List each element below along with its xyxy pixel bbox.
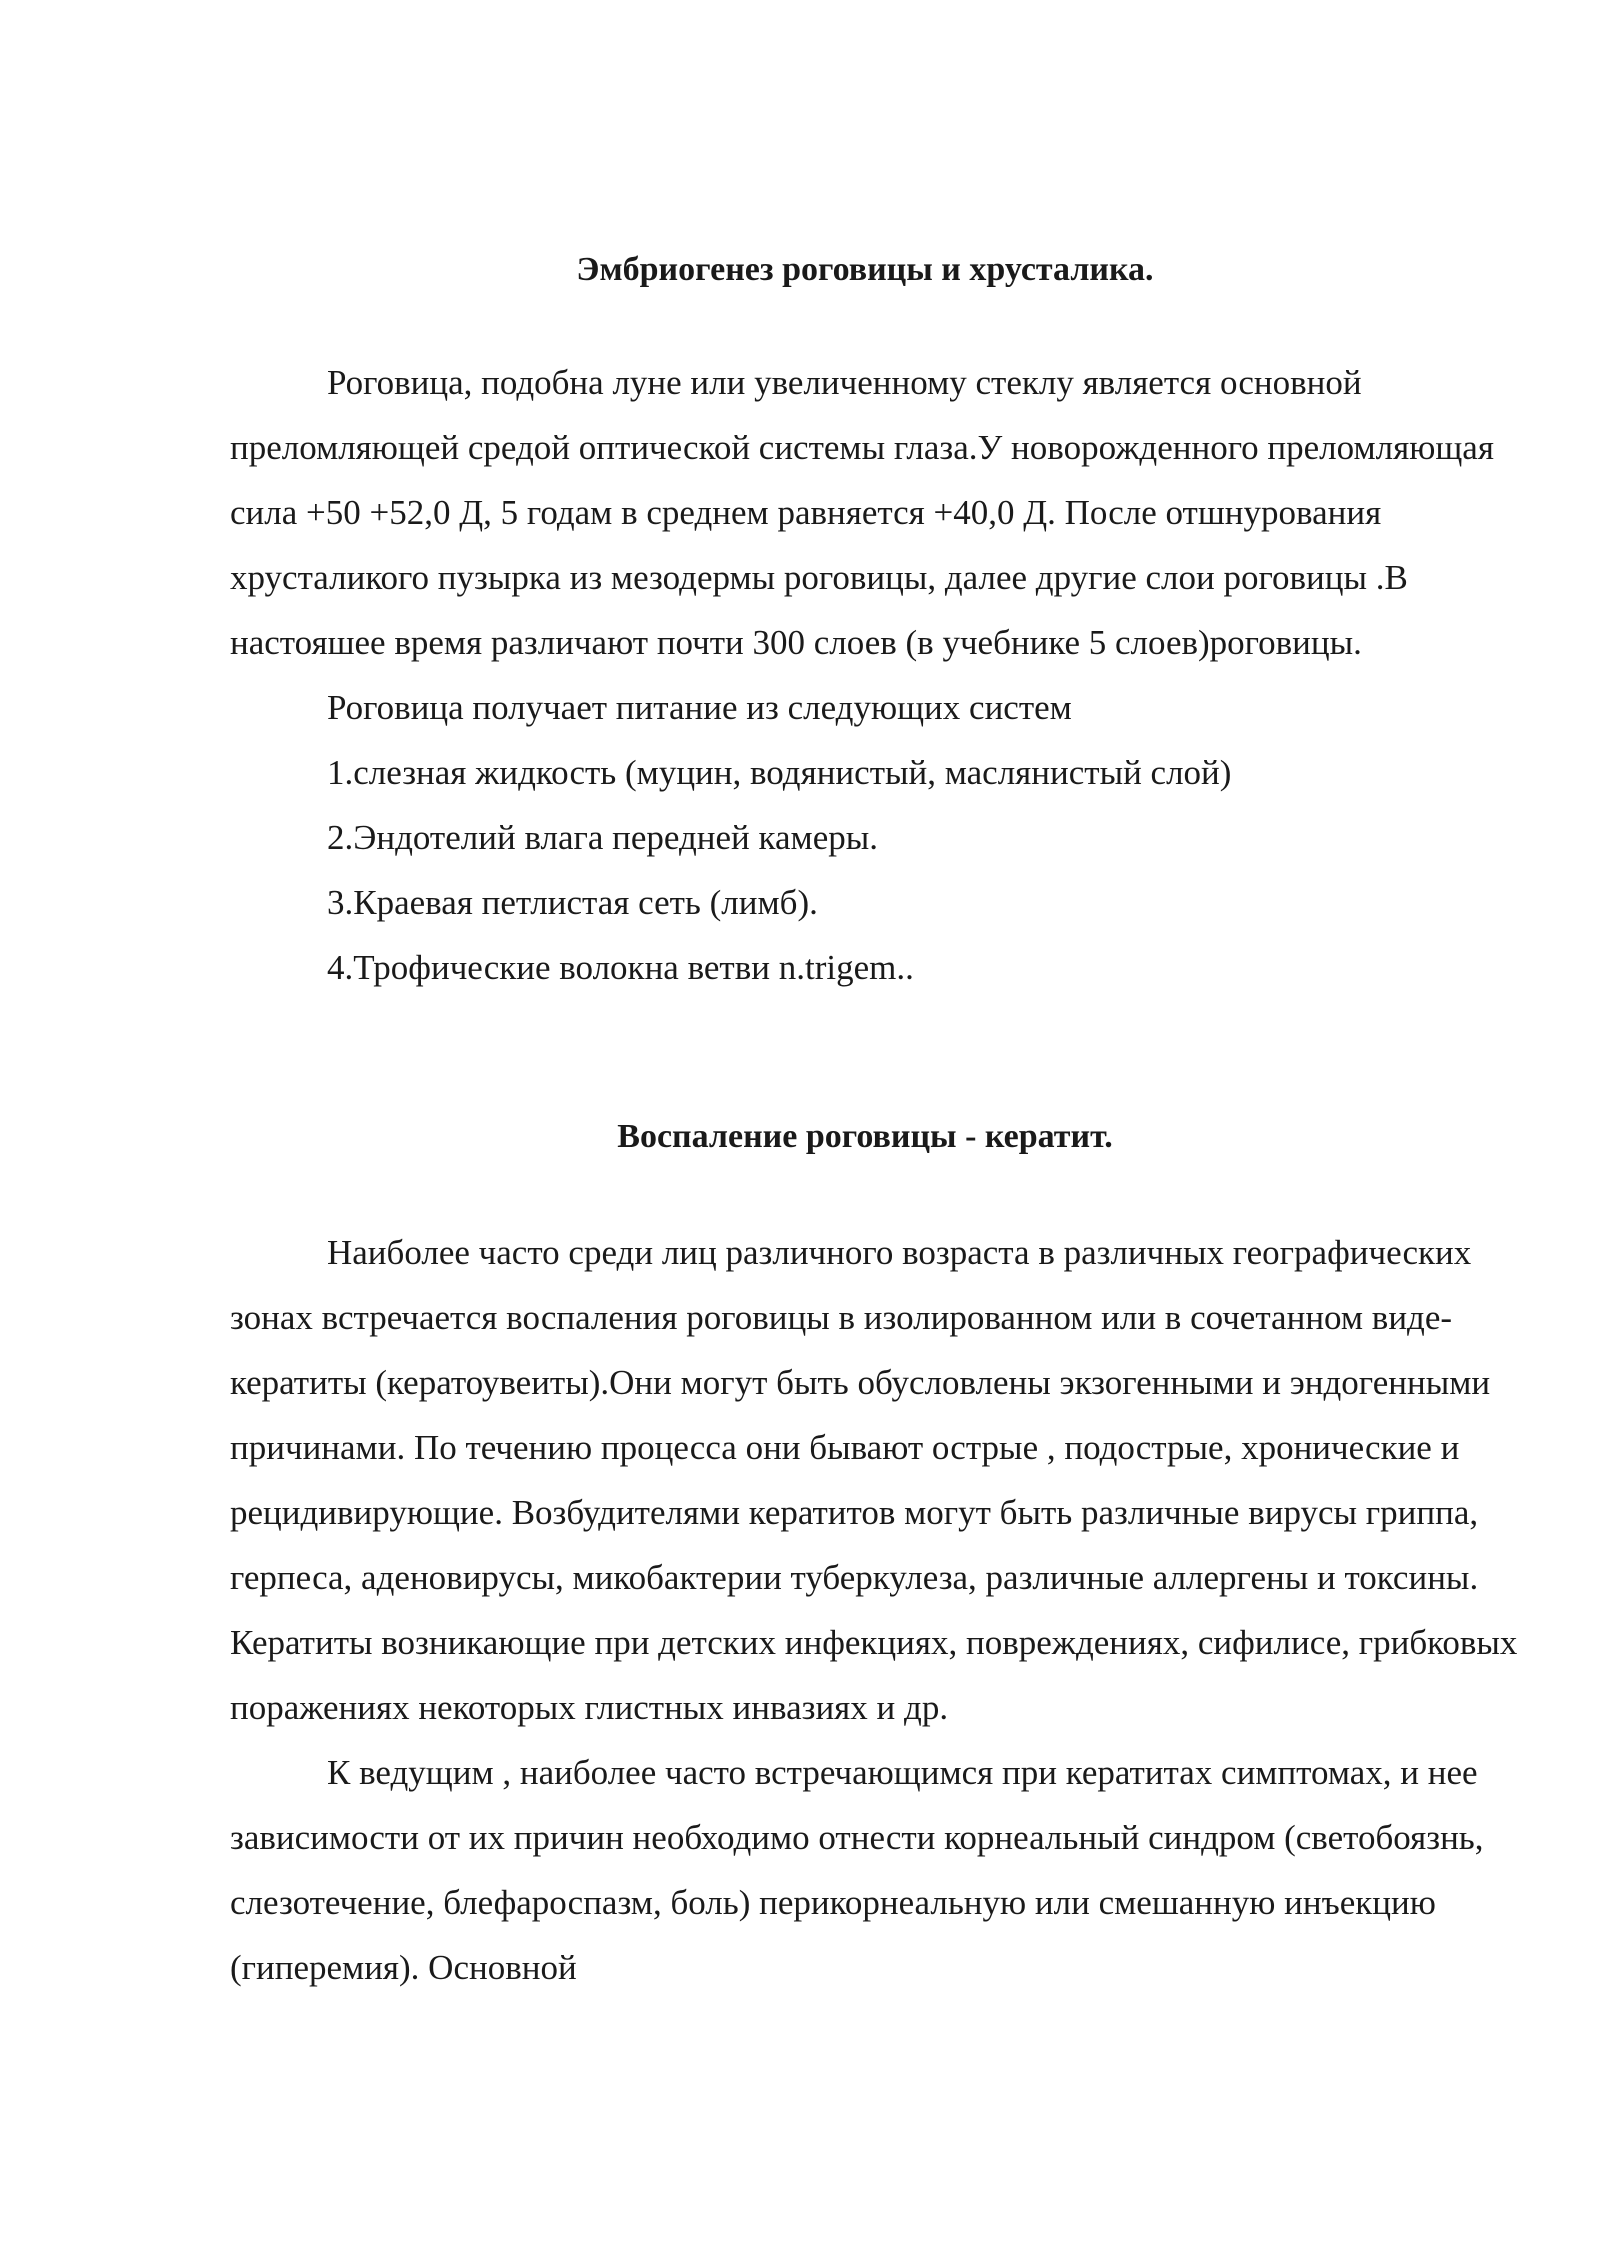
paragraph-cornea-nutrition: Роговица получает питание из следующих систем (327, 688, 1072, 727)
section-heading-embryogenesis: Эмбриогенез роговицы и хрусталика. (576, 251, 1154, 288)
list-item: 1.слезная жидкость (муцин, водянистый, маслянистый слой) (327, 753, 1232, 792)
section-keratitis-body (230, 1220, 1520, 2000)
paragraph-keratitis-symptoms: К ведущим , наиболее часто встречающимся при кератитах симптомах, и нее зависимости от их причин необходимо отнести корнеальный синдром (светобоязнь, слезотечение, блефароспазм, боль) перикорнеальную или смешанную инъекцию (гиперемия). Основной (230, 1753, 1484, 1987)
section-heading-keratitis: Воспаление роговицы - кератит. (617, 1118, 1113, 1155)
paragraph-keratitis-causes: Наиболее часто среди лиц различного возраста в различных географических зонах встречается воспаления роговицы в изолированном или в сочетанном виде-кератиты (кератоувеиты).Они могут быть обусловлены экзогенными и эндогенными причинами. По течению процесса они бывают острые , подострые, хронические и рецидивирующие. Возбудителями кератитов могут быть различные вирусы гриппа, герпеса, аденовирусы, микобактерии туберкулеза, различные аллергены и токсины. Кератиты возникающие при детских инфекциях, повреждениях, сифилисе, грибковых поражениях некоторых глистных инвазиях и др. (230, 1233, 1518, 1727)
list-item: 2.Эндотелий влага передней камеры. (327, 818, 878, 857)
section-embryogenesis-body (230, 350, 1520, 1000)
list-item: 3.Краевая петлистая сеть (лимб). (327, 883, 818, 922)
paragraph-cornea-intro: Роговица, подобна луне или увеличенному стеклу является основной преломляющей средой оптической системы глаза.У новорожденного преломляющая сила +50 +52,0 Д, 5 годам в среднем равняется +40,0 Д. После отшнурования хрусталикого пузырка из мезодермы роговицы, далее другие слои роговицы .В настояшее время различают почти 300 слоев (в учебнике 5 слоев)роговицы. (230, 363, 1494, 662)
list-item: 4.Трофические волокна ветви n.trigem.. (327, 948, 914, 987)
